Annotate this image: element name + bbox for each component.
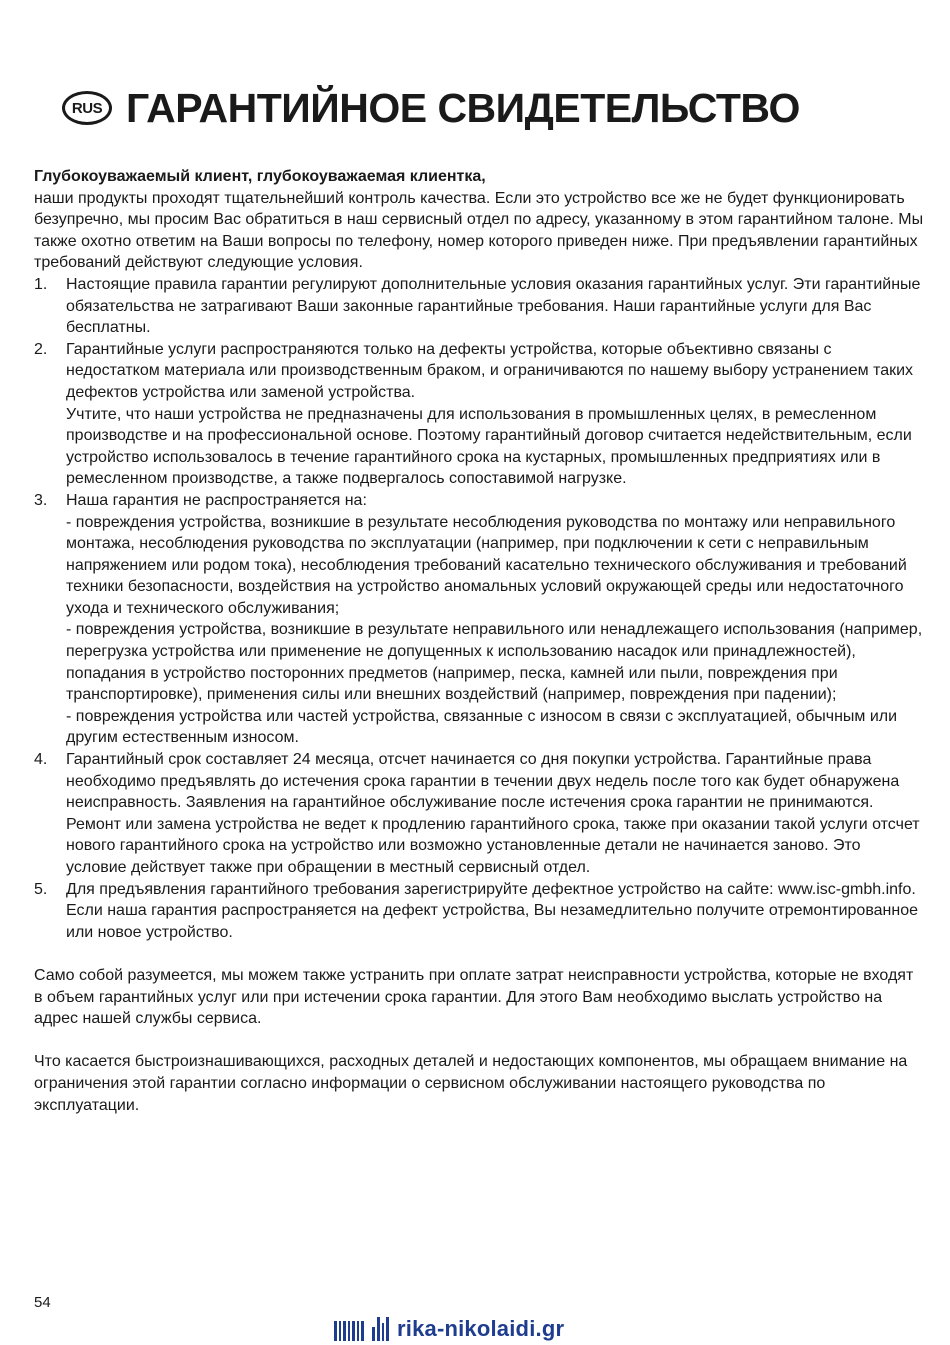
item-paragraph: Наша гарантия не распространяется на: <box>66 491 367 509</box>
greeting: Глубокоуважаемый клиент, глубокоуважаемая клиентка, <box>34 168 486 185</box>
item-number: 4. <box>34 751 48 769</box>
list-item <box>34 274 924 339</box>
item-number: 2. <box>34 340 48 358</box>
watermark <box>334 1314 564 1344</box>
item-number: 5. <box>34 880 48 898</box>
watermark-text: rika-nikolaidi.gr <box>397 1316 565 1341</box>
page-title: ГАРАНТИЙНОЕ СВИДЕТЕЛЬСТВО <box>126 84 800 131</box>
item-paragraph: - повреждения устройства или частей устройства, связанные с износом в связи с эксплуатацией, обычным или другим естественным износом. <box>66 707 898 747</box>
item-paragraph: Учтите, что наши устройства не предназначены для использования в промышленных целях, в ремесленном производстве и на профессиональной основе. Поэтому гарантийный договор считается недействительным, если устройство использовалось в течение гарантийного срока на кустарных, промышленных предприятиях или в ремесленном производстве, а также подвергалось сопоставимой нагрузке. <box>66 405 912 488</box>
intro-text: наши продукты проходят тщательнейший контроль качества. Если это устройство все же не будет функционировать безупречно, мы просим Вас обратиться в наш сервисный отдел по адресу, указанному в этом гарантийном талоне. Мы также охотно ответим на Ваши вопросы по телефону, номер которого приведен ниже. При предъявлении гарантийных требований действуют следующие условия. <box>34 189 924 272</box>
conditions-list <box>34 274 924 943</box>
item-paragraph: Гарантийный срок составляет 24 месяца, отсчет начинается со дня покупки устройства. Гарантийные права необходимо предъявлять до истечения срока гарантии в течении двух недель после того как будет обнаружена неисправность. Заявления на гарантийное обслуживание после истечения срока гарантии не принимаются. Ремонт или замена устройства не ведет к продлению гарантийного срока, также при оказании такой услуги отсчет нового гарантийного срока на устройство или возможно установленные детали не начинается заново. Это условие действует также при обращении в местный сервисный отдел. <box>66 751 920 876</box>
item-paragraph: Настоящие правила гарантии регулируют дополнительные условия оказания гарантийных услуг. Эти гарантийные обязательства не затрагивают Ваши законные гарантийные требования. Наши гарантийные услуги для Вас бесплатны. <box>66 275 921 337</box>
item-paragraph: - повреждения устройства, возникшие в результате неправильного или ненадлежащего использования (например, перегрузка устройства или применение не допущенных к использованию насадок или принадлежностей), попадания в устройство посторонних предметов (например, песка, камней или пыли, повреждения при транспортировке), применения силы или внешних воздействий (например, повреждения при падении); <box>66 621 923 704</box>
closing-paragraph: Что касается быстроизнашивающихся, расходных деталей и недостающих компонентов, мы обращаем внимание на ограничения этой гарантии согласно информации о сервисном обслуживании настоящего руководства по эксплуатации. <box>34 1053 908 1114</box>
barcode-icon <box>334 1317 391 1341</box>
item-number: 3. <box>34 491 48 509</box>
list-item <box>34 490 924 749</box>
document-body <box>34 166 924 1116</box>
list-item <box>34 749 924 879</box>
list-item <box>34 339 924 490</box>
item-number: 1. <box>34 275 48 293</box>
header <box>62 78 902 138</box>
item-paragraph: Гарантийные услуги распространяются только на дефекты устройства, которые объективно связаны с недостатком материала или производственным браком, и ограничиваются по нашему выбору устранением таких дефектов устройства или заменой устройства. <box>66 340 914 401</box>
item-paragraph: - повреждения устройства, возникшие в результате несоблюдения руководства по монтажу или неправильного монтажа, несоблюдения руководства по эксплуатации (например, при подключении к сети с неправильным напряжением или родом тока), несоблюдения требований касательно технического обслуживания и требований техники безопасности, воздействия на устройство аномальных условий окружающей среды или недостаточного ухода и технического обслуживания; <box>66 513 907 617</box>
page-number: 54 <box>34 1294 51 1311</box>
closing-paragraph: Само собой разумеется, мы можем также устранить при оплате затрат неисправности устройства, которые не входят в объем гарантийных услуг или при истечении срока гарантии. Для этого Вам необходимо выслать устройство на адрес нашей службы сервиса. <box>34 966 914 1028</box>
item-paragraph: Для предъявления гарантийного требования зарегистрируйте дефектное устройство на сайте: www.isc-gmbh.info. Если наша гарантия распространяется на дефект устройства, Вы незамедлительно получите отремонтированное или новое устройство. <box>66 880 918 941</box>
language-badge: RUS <box>62 91 112 125</box>
list-item <box>34 879 924 944</box>
